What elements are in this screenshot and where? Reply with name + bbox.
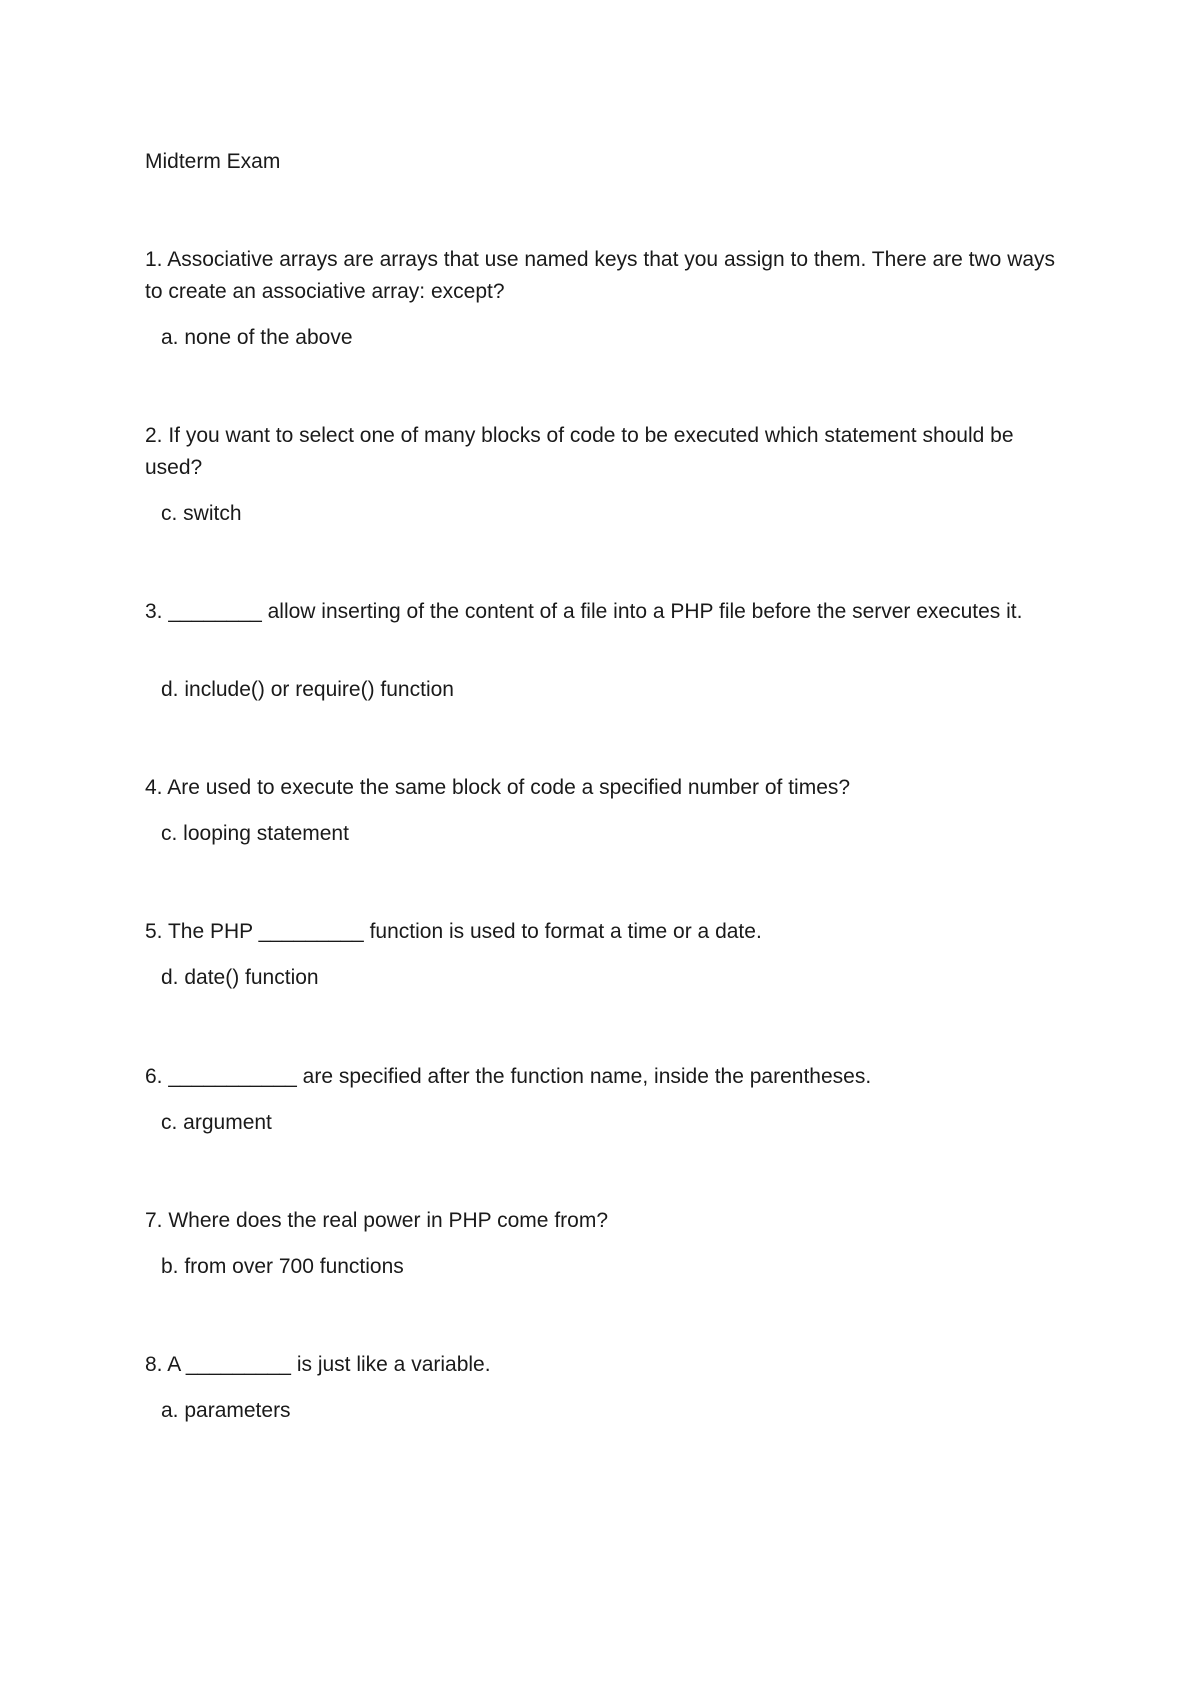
answer-3: d. include() or require() function: [161, 678, 454, 701]
answer-2: c. switch: [161, 502, 242, 525]
question-4: 4. Are used to execute the same block of code a specified number of times?: [145, 776, 851, 799]
question-8: 8. A _________ is just like a variable.: [145, 1353, 491, 1376]
question-2: 2. If you want to select one of many blocks of code to be executed which statement should be used?: [145, 424, 1014, 479]
answer-8: a. parameters: [161, 1399, 291, 1422]
answer-4: c. looping statement: [161, 822, 349, 845]
answer-5: d. date() function: [161, 966, 319, 989]
document-title: Midterm Exam: [145, 150, 281, 173]
question-3: 3. ________ allow inserting of the content of a file into a PHP file before the server executes it.: [145, 600, 1023, 623]
answer-7: b. from over 700 functions: [161, 1255, 404, 1278]
question-7: 7. Where does the real power in PHP come from?: [145, 1209, 608, 1232]
question-6: 6. ___________ are specified after the function name, inside the parentheses.: [145, 1065, 872, 1088]
answer-1: a. none of the above: [161, 326, 353, 349]
question-1: 1. Associative arrays are arrays that use named keys that you assign to them. There are two ways to create an associative array: except?: [145, 248, 1056, 303]
question-5: 5. The PHP _________ function is used to format a time or a date.: [145, 920, 762, 943]
answer-6: c. argument: [161, 1111, 272, 1134]
